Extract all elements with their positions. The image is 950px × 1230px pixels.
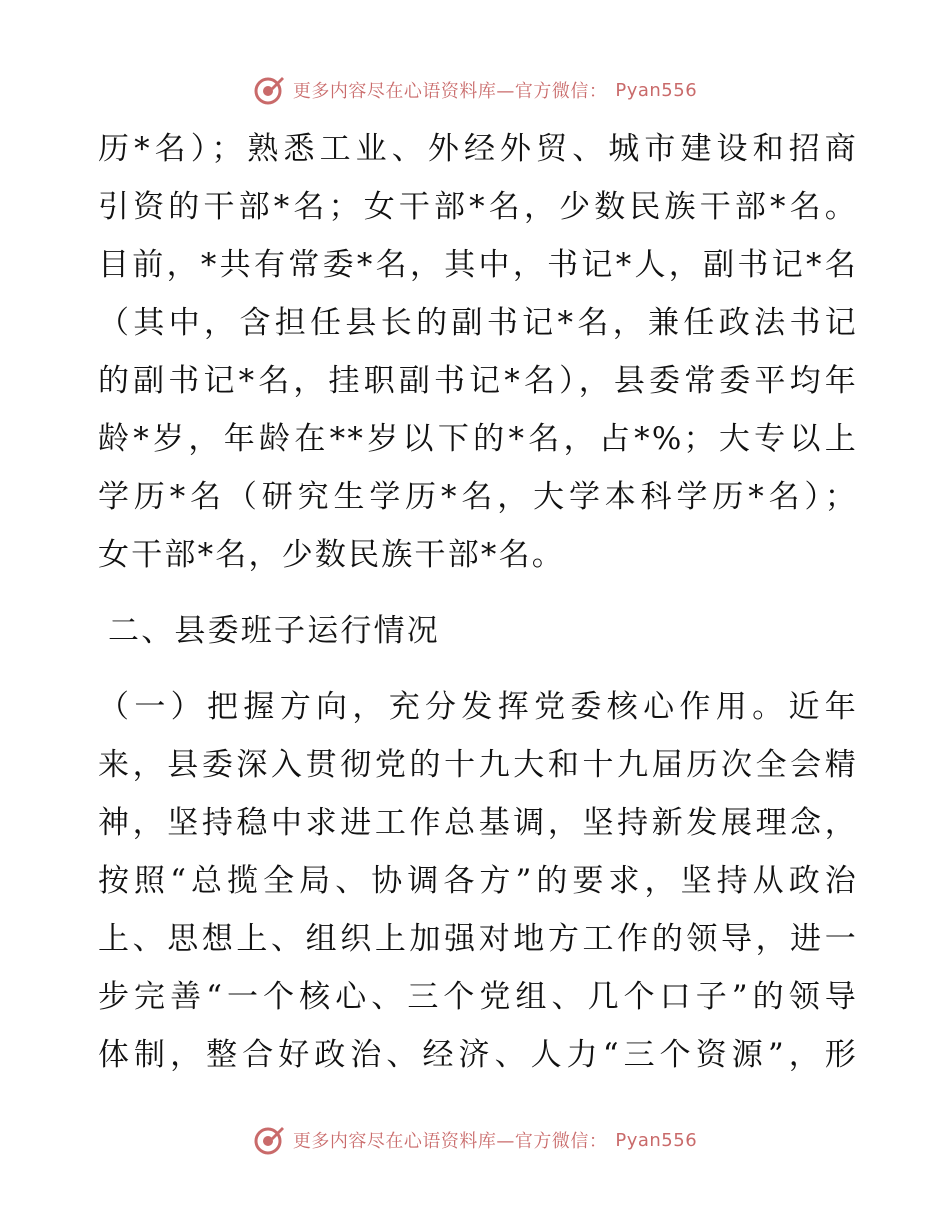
footer-watermark [0,1120,950,1160]
text-line: 学历*名（研究生学历*名，大学本科学历*名）； [98,479,858,515]
pen-seal-logo-icon [253,1124,285,1156]
watermark-wechat-id: Pyan556 [615,1129,698,1151]
text-line: 的副书记*名，挂职副书记*名），县委常委平均年 [98,363,858,399]
watermark-text: 更多内容尽在心语资料库—官方微信： [292,1131,608,1152]
document-body [98,120,858,1084]
text-line: 按照“总揽全局、协调各方”的要求，坚持从政治 [98,863,858,899]
pen-seal-logo-icon [253,74,285,106]
text-line: 女干部*名，少数民族干部*名。 [98,537,565,573]
text-line: 引资的干部*名；女干部*名，少数民族干部*名。 [98,189,858,225]
watermark-text: 更多内容尽在心语资料库—官方微信： [292,81,608,102]
paragraph-2 [98,678,858,1084]
paragraph-1 [98,120,858,584]
text-line: （一）把握方向，充分发挥党委核心作用。近年 [98,689,858,725]
text-line: 目前，*共有常委*名，其中，书记*人，副书记*名 [98,247,858,283]
text-line: 历*名）；熟悉工业、外经外贸、城市建设和招商 [98,131,858,167]
text-line: 龄*岁，年龄在**岁以下的*名，占*%；大专以上 [98,421,858,457]
text-line: 步完善“一个核心、三个党组、几个口子”的领导 [98,979,858,1015]
text-line: 体制，整合好政治、经济、人力“三个资源”，形 [98,1037,858,1073]
text-line: 来，县委深入贯彻党的十九大和十九届历次全会精 [98,747,858,783]
text-line: 上、思想上、组织上加强对地方工作的领导，进一 [98,921,858,957]
header-watermark [0,70,950,110]
text-line: （其中，含担任县长的副书记*名，兼任政法书记 [98,305,858,341]
text-line: 神，坚持稳中求进工作总基调，坚持新发展理念， [98,805,858,841]
section-heading: 二、县委班子运行情况 [108,613,440,649]
watermark-wechat-id: Pyan556 [615,79,698,101]
